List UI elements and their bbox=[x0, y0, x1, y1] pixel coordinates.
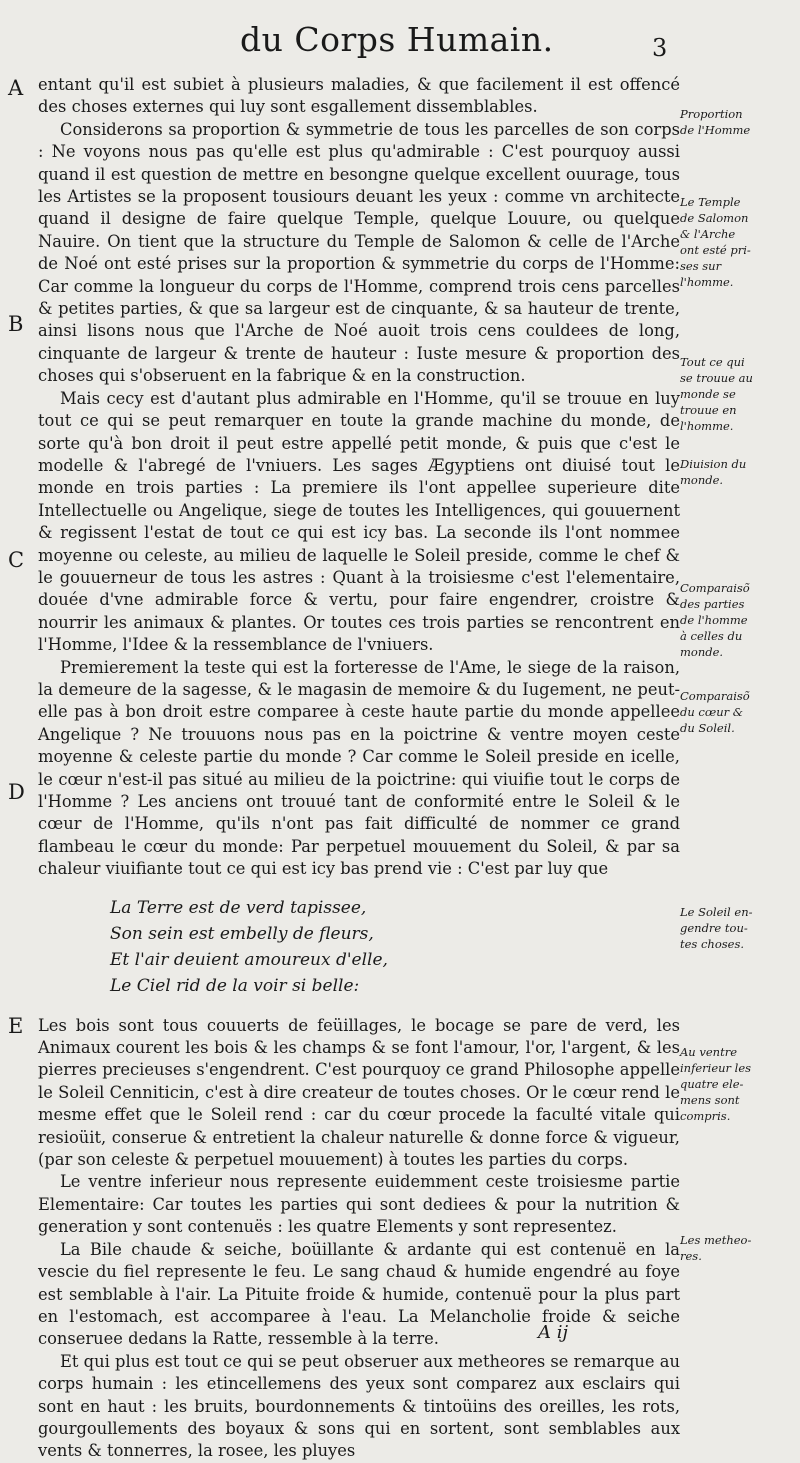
margin-note: Comparaisõ du cœur & du Soleil. bbox=[680, 689, 750, 735]
paragraph: Considerons sa proportion & symmetrie de tous les parcelles de son corps : Ne voyons nous pas qu'elle est plus qu'admirable : C'est pourquoy aussi quand il est question de mettre en besongne quelque excellent ouurage, tous les Artistes se la proposent tousiours deuant les yeux : comme vn architecte quand il designe de faire quelque Temple, quelque Louure, ou quelque Nauire. On tient que la structure du Temple de Salomon & celle de l'Arche de Noé ont esté prises sur la proportion & symmetrie du corps de l'Homme: Car comme la longueur du corps de l'Homme, comprend trois cens parcelles & petites parties, & que sa largeur est de cinquante, & sa hauteur de trente, ainsi lisons nous que l'Arche de Noé auoit trois cens couldees de long, cinquante de largeur & trente de hauteur : Iuste mesure & proportion des choses qui s'obseruent en la fabrique & en la construction. bbox=[38, 119, 680, 386]
margin-note: Tout ce qui se trouue au monde se trouue en l'homme. bbox=[680, 355, 753, 433]
page-number: 3 bbox=[652, 34, 668, 62]
margin-marker-d: D bbox=[8, 780, 25, 804]
verse-quote bbox=[110, 895, 680, 999]
paragraph: La Bile chaude & seiche, boüillante & ardante qui est contenuë en la vescie du fiel represente le feu. Le sang chaud & humide engendré au foye est semblable à l'air. La Pituite froide & humide, contenuë pour la plus part en l'estomach, est accomparee à l'eau. La Melancholie froide & seiche conseruee dedans la Ratte, ressemble à la terre. bbox=[38, 1239, 680, 1349]
margin-note: Le Temple de Salomon & l'Arche ont esté pri- ses sur l'homme. bbox=[680, 195, 751, 289]
margin-marker-a: A bbox=[8, 76, 24, 100]
verse-line: La Terre est de verd tapissee, bbox=[110, 897, 367, 918]
paragraph: Mais cecy est d'autant plus admirable en l'Homme, qu'il se trouue en luy tout ce qui se peut remarquer en toute la grande machine du monde, de sorte qu'à bon droit il peut estre appellé petit monde, & puis que c'est le modelle & l'abregé de l'vniuers. Les sages Ægyptiens ont diuisé tout le monde en trois parties : La premiere ils l'ont appellee superieure dite Intellectuelle ou Angelique, siege de toutes les Intelligences, qui gouuernent & regissent l'estat de tout ce qui est icy bas. La seconde ils l'ont nommee moyenne ou celeste, au milieu de laquelle le Soleil preside, comme le chef & le gouuerneur de tous les astres : Quant à la troisiesme c'est l'elementaire, douée d'vne admirable force & vertu, pour faire engendrer, croistre & nourrir les animaux & plantes. Or toutes ces trois parties se rencontrent en l'Homme, l'Idee & la ressemblance de l'vniuers. bbox=[38, 388, 680, 655]
paragraph: Le ventre inferieur nous represente euidemment ceste troisiesme partie Elementaire: Car toutes les parties qui sont dediees & pour la nutrition & generation y sont contenuës : les quatre Elements y sont representez. bbox=[38, 1172, 680, 1237]
margin-marker-e: E bbox=[8, 1014, 24, 1038]
margin-note: Proportion de l'Homme bbox=[680, 107, 751, 137]
verse-line: Le Ciel rid de la voir si belle: bbox=[110, 975, 360, 996]
margin-marker-b: B bbox=[8, 312, 24, 336]
paragraph: Premierement la teste qui est la forteresse de l'Ame, le siege de la raison, la demeure de la sagesse, & le magasin de memoire & du Iugement, ne peut-elle pas à bon droit estre comparee à ceste haute partie du monde appellee Angelique ? Ne trouuons nous pas en la poictrine & ventre moyen ceste moyenne & celeste partie du monde ? Car comme le Soleil preside en icelle, le cœur n'est-il pas situé au milieu de la poictrine: qui viuifie tout le corps de l'Homme ? Les anciens ont trouué tant de conformité entre le Soleil & le cœur de l'Homme, qu'ils n'ont pas fait difficulté de nommer ce grand flambeau le cœur du monde: Par perpetuel mouuement du Soleil, & par sa chaleur viuifiante tout ce qui est icy bas prend vie : C'est par luy que bbox=[38, 657, 680, 879]
margin-note: Les metheo- res. bbox=[680, 1233, 752, 1263]
margin-note: Diuision du monde. bbox=[680, 457, 747, 487]
signature-mark: A ij bbox=[538, 1322, 569, 1343]
paragraph: entant qu'il est subiet à plusieurs maladies, & que facilement il est offencé des choses externes qui luy sont esgallement dissemblables. bbox=[38, 75, 680, 117]
main-text bbox=[38, 74, 680, 1463]
running-title: du Corps Humain. bbox=[240, 20, 554, 59]
margin-marker-c: C bbox=[8, 548, 25, 572]
margin-note: Au ventre inferieur les quatre ele- mens sont compris. bbox=[680, 1045, 752, 1123]
verse-line: Et l'air deuient amoureux d'elle, bbox=[110, 949, 388, 970]
paragraph: Et qui plus est tout ce qui se peut obseruer aux metheores se remarque au corps humain : les etincellemens des yeux sont comparez aux esclairs qui sont en haut : les bruits, bourdonnements & tintoüins des oreilles, les rots, gourgoullements des boyaux & sons qui en sortent, sont semblables aux vents & tonnerres, la rosee, les pluyes bbox=[38, 1351, 680, 1461]
verse-line: Son sein est embelly de fleurs, bbox=[110, 923, 374, 944]
margin-note: Comparaisõ des parties de l'homme à celles du monde. bbox=[680, 581, 750, 659]
paragraph: Les bois sont tous couuerts de feüillages, le bocage se pare de verd, les Animaux courent les bois & les champs & se font l'amour, l'or, l'argent, & les pierres precieuses s'engendrent. C'est pourquoy ce grand Philosophe appelle le Soleil Cenniticin, c'est à dire createur de toutes choses. Or le cœur rend le mesme effet que le Soleil rend : car du cœur procede la faculté vitale qui resioüit, conserue & entretient la chaleur naturelle & donne force & vigueur, (par son celeste & perpetuel mouuement) à toutes les parties du corps. bbox=[38, 1015, 680, 1170]
margin-note: Le Soleil en- gendre tou- tes choses. bbox=[680, 905, 753, 951]
